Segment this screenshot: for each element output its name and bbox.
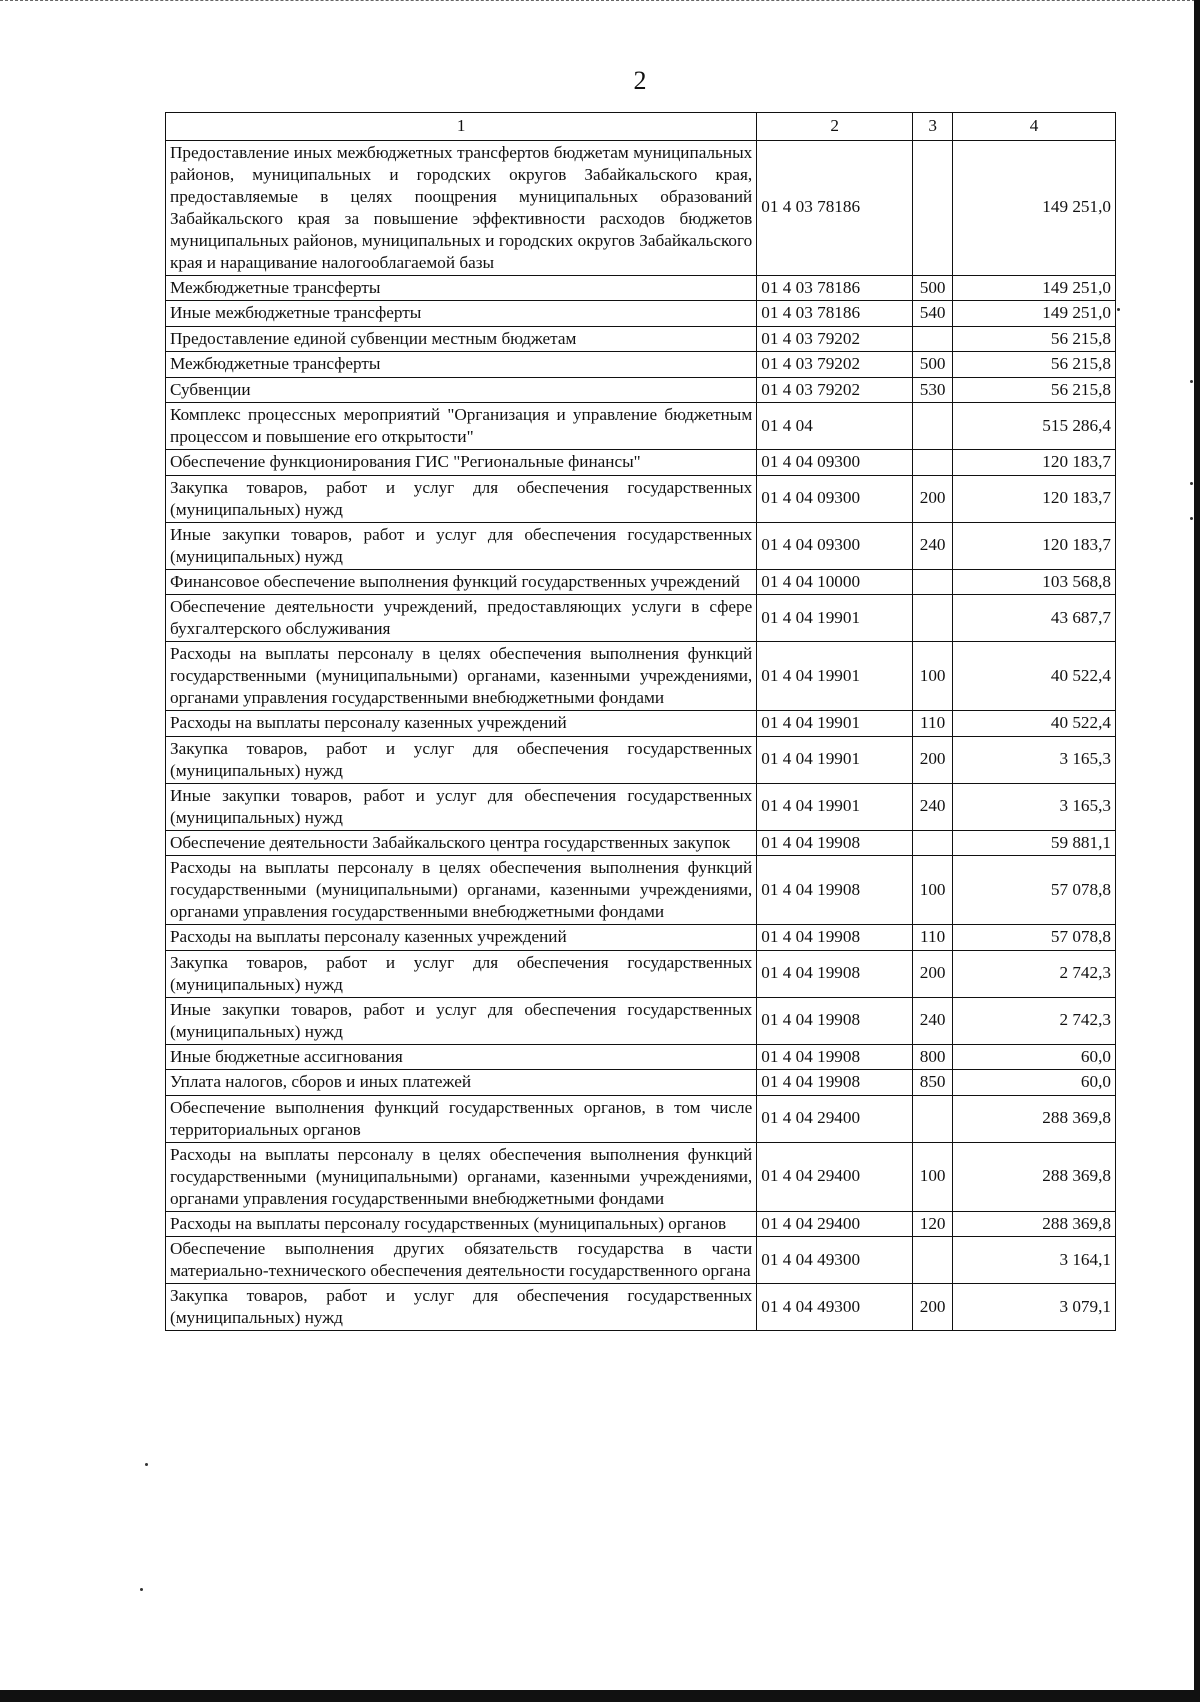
row-expense-type-cell: 200	[913, 1284, 953, 1331]
table-row	[166, 1095, 1116, 1142]
scan-speck	[1190, 380, 1193, 383]
row-expense-type-cell: 100	[913, 1142, 953, 1211]
row-expense-type-cell: 240	[913, 522, 953, 569]
row-amount-cell: 288 369,8	[953, 1211, 1116, 1237]
row-name-cell: Обеспечение выполнения функций государственных органов, в том числе территориальных органов	[166, 1095, 757, 1142]
row-code-cell: 01 4 04 19901	[757, 595, 913, 642]
table-row	[166, 856, 1116, 925]
row-name-cell: Иные межбюджетные трансферты	[166, 301, 757, 327]
row-name-cell: Расходы на выплаты персоналу государственных (муниципальных) органов	[166, 1211, 757, 1237]
row-expense-type-cell	[913, 830, 953, 856]
row-amount-cell: 120 183,7	[953, 522, 1116, 569]
row-code-cell: 01 4 03 79202	[757, 377, 913, 403]
row-expense-type-cell	[913, 569, 953, 595]
row-expense-type-cell	[913, 450, 953, 476]
row-amount-cell: 149 251,0	[953, 140, 1116, 275]
table-row	[166, 830, 1116, 856]
table-row	[166, 783, 1116, 830]
row-code-cell: 01 4 04 19908	[757, 856, 913, 925]
row-code-cell: 01 4 04 19901	[757, 783, 913, 830]
row-code-cell: 01 4 04 19908	[757, 997, 913, 1044]
row-amount-cell: 2 742,3	[953, 950, 1116, 997]
row-name-cell: Закупка товаров, работ и услуг для обеспечения государственных (муниципальных) нужд	[166, 950, 757, 997]
table-row	[166, 275, 1116, 301]
table-row	[166, 736, 1116, 783]
row-code-cell: 01 4 04 49300	[757, 1284, 913, 1331]
table-row	[166, 1284, 1116, 1331]
row-amount-cell: 120 183,7	[953, 475, 1116, 522]
row-code-cell: 01 4 04 29400	[757, 1211, 913, 1237]
row-code-cell: 01 4 04 10000	[757, 569, 913, 595]
table-row	[166, 377, 1116, 403]
column-header: 4	[953, 113, 1116, 141]
row-amount-cell: 3 165,3	[953, 783, 1116, 830]
row-amount-cell: 60,0	[953, 1070, 1116, 1096]
row-amount-cell: 149 251,0	[953, 301, 1116, 327]
row-name-cell: Предоставление единой субвенции местным бюджетам	[166, 326, 757, 352]
row-amount-cell: 2 742,3	[953, 997, 1116, 1044]
row-code-cell: 01 4 04 29400	[757, 1095, 913, 1142]
column-header: 3	[913, 113, 953, 141]
row-expense-type-cell: 240	[913, 783, 953, 830]
row-expense-type-cell	[913, 595, 953, 642]
row-name-cell: Иные бюджетные ассигнования	[166, 1044, 757, 1070]
table-row	[166, 950, 1116, 997]
table-row	[166, 301, 1116, 327]
table-row	[166, 522, 1116, 569]
row-name-cell: Иные закупки товаров, работ и услуг для обеспечения государственных (муниципальных) нужд	[166, 522, 757, 569]
budget-table	[165, 112, 1116, 1331]
table-row	[166, 403, 1116, 450]
row-expense-type-cell: 500	[913, 352, 953, 378]
row-expense-type-cell: 200	[913, 736, 953, 783]
scan-top-edge	[0, 0, 1200, 5]
row-expense-type-cell	[913, 1237, 953, 1284]
row-amount-cell: 56 215,8	[953, 352, 1116, 378]
row-expense-type-cell: 100	[913, 856, 953, 925]
row-name-cell: Закупка товаров, работ и услуг для обеспечения государственных (муниципальных) нужд	[166, 475, 757, 522]
row-expense-type-cell: 500	[913, 275, 953, 301]
row-expense-type-cell: 200	[913, 475, 953, 522]
table-row	[166, 1237, 1116, 1284]
scan-right-edge	[1194, 0, 1200, 1702]
row-expense-type-cell: 240	[913, 997, 953, 1044]
row-amount-cell: 56 215,8	[953, 326, 1116, 352]
row-name-cell: Финансовое обеспечение выполнения функций государственных учреждений	[166, 569, 757, 595]
row-name-cell: Обеспечение функционирования ГИС "Региональные финансы"	[166, 450, 757, 476]
row-amount-cell: 515 286,4	[953, 403, 1116, 450]
row-expense-type-cell	[913, 140, 953, 275]
table-row	[166, 595, 1116, 642]
row-code-cell: 01 4 04 09300	[757, 450, 913, 476]
row-amount-cell: 288 369,8	[953, 1095, 1116, 1142]
row-name-cell: Иные закупки товаров, работ и услуг для обеспечения государственных (муниципальных) нужд	[166, 997, 757, 1044]
row-expense-type-cell: 120	[913, 1211, 953, 1237]
row-name-cell: Расходы на выплаты персоналу в целях обеспечения выполнения функций государственными (муниципальными) органами, казенными учреждениями, органами управления государственными внебюджетными фондами	[166, 856, 757, 925]
table-row	[166, 1044, 1116, 1070]
row-code-cell: 01 4 04 19908	[757, 925, 913, 951]
row-expense-type-cell: 100	[913, 642, 953, 711]
row-amount-cell: 43 687,7	[953, 595, 1116, 642]
scan-speck	[1190, 482, 1193, 485]
row-expense-type-cell: 530	[913, 377, 953, 403]
table-body	[166, 140, 1116, 1331]
table-row	[166, 925, 1116, 951]
row-code-cell: 01 4 03 79202	[757, 352, 913, 378]
row-name-cell: Расходы на выплаты персоналу в целях обеспечения выполнения функций государственными (муниципальными) органами, казенными учреждениями, органами управления государственными внебюджетными фондами	[166, 642, 757, 711]
row-name-cell: Обеспечение деятельности Забайкальского центра государственных закупок	[166, 830, 757, 856]
row-amount-cell: 3 165,3	[953, 736, 1116, 783]
table-row	[166, 1211, 1116, 1237]
row-amount-cell: 60,0	[953, 1044, 1116, 1070]
row-code-cell: 01 4 04 19901	[757, 736, 913, 783]
row-amount-cell: 40 522,4	[953, 711, 1116, 737]
row-name-cell: Обеспечение выполнения других обязательств государства в части материально-технического обеспечения деятельности государственного органа	[166, 1237, 757, 1284]
row-code-cell: 01 4 04 19901	[757, 642, 913, 711]
row-amount-cell: 288 369,8	[953, 1142, 1116, 1211]
scan-speck	[1190, 517, 1193, 520]
row-code-cell: 01 4 03 78186	[757, 140, 913, 275]
scan-bottom-edge	[0, 1690, 1200, 1702]
row-expense-type-cell: 110	[913, 925, 953, 951]
row-expense-type-cell: 200	[913, 950, 953, 997]
row-amount-cell: 57 078,8	[953, 856, 1116, 925]
row-code-cell: 01 4 04 19908	[757, 1044, 913, 1070]
row-expense-type-cell	[913, 403, 953, 450]
row-expense-type-cell: 800	[913, 1044, 953, 1070]
row-expense-type-cell: 110	[913, 711, 953, 737]
table-row	[166, 450, 1116, 476]
table-row	[166, 642, 1116, 711]
row-code-cell: 01 4 04	[757, 403, 913, 450]
table-row	[166, 1142, 1116, 1211]
table-row	[166, 569, 1116, 595]
row-expense-type-cell	[913, 1095, 953, 1142]
row-code-cell: 01 4 04 09300	[757, 475, 913, 522]
row-name-cell: Обеспечение деятельности учреждений, предоставляющих услуги в сфере бухгалтерского обслуживания	[166, 595, 757, 642]
row-expense-type-cell: 540	[913, 301, 953, 327]
table-row	[166, 1070, 1116, 1096]
scan-speck	[1117, 308, 1120, 311]
table-header-row	[166, 113, 1116, 141]
row-amount-cell: 149 251,0	[953, 275, 1116, 301]
row-name-cell: Субвенции	[166, 377, 757, 403]
row-code-cell: 01 4 04 49300	[757, 1237, 913, 1284]
row-amount-cell: 57 078,8	[953, 925, 1116, 951]
row-name-cell: Предоставление иных межбюджетных трансфертов бюджетам муниципальных районов, муниципальных и городских округов Забайкальского края, предоставляемые в целях поощрения муниципальных образований Забайкальского края за повышение эффективности расходов бюджетов муниципальных районов, муниципальных и городских округов Забайкальского края и наращивание налогооблагаемой базы	[166, 140, 757, 275]
row-name-cell: Комплекс процессных мероприятий "Организация и управление бюджетным процессом и повышение его открытости"	[166, 403, 757, 450]
row-code-cell: 01 4 04 19908	[757, 830, 913, 856]
row-name-cell: Расходы на выплаты персоналу казенных учреждений	[166, 925, 757, 951]
row-code-cell: 01 4 04 19901	[757, 711, 913, 737]
row-name-cell: Уплата налогов, сборов и иных платежей	[166, 1070, 757, 1096]
row-code-cell: 01 4 04 29400	[757, 1142, 913, 1211]
row-amount-cell: 3 079,1	[953, 1284, 1116, 1331]
column-header: 2	[757, 113, 913, 141]
table-row	[166, 352, 1116, 378]
row-expense-type-cell	[913, 326, 953, 352]
row-name-cell: Расходы на выплаты персоналу казенных учреждений	[166, 711, 757, 737]
row-name-cell: Закупка товаров, работ и услуг для обеспечения государственных (муниципальных) нужд	[166, 1284, 757, 1331]
row-code-cell: 01 4 03 78186	[757, 275, 913, 301]
table-row	[166, 711, 1116, 737]
row-amount-cell: 56 215,8	[953, 377, 1116, 403]
row-name-cell: Иные закупки товаров, работ и услуг для обеспечения государственных (муниципальных) нужд	[166, 783, 757, 830]
page-number: 2	[633, 66, 647, 95]
table-row	[166, 326, 1116, 352]
row-name-cell: Закупка товаров, работ и услуг для обеспечения государственных (муниципальных) нужд	[166, 736, 757, 783]
table-row	[166, 140, 1116, 275]
row-name-cell: Межбюджетные трансферты	[166, 352, 757, 378]
scan-speck	[140, 1588, 143, 1591]
row-code-cell: 01 4 03 79202	[757, 326, 913, 352]
row-expense-type-cell: 850	[913, 1070, 953, 1096]
table-row	[166, 997, 1116, 1044]
row-code-cell: 01 4 03 78186	[757, 301, 913, 327]
row-amount-cell: 3 164,1	[953, 1237, 1116, 1284]
row-code-cell: 01 4 04 19908	[757, 950, 913, 997]
row-amount-cell: 103 568,8	[953, 569, 1116, 595]
row-amount-cell: 120 183,7	[953, 450, 1116, 476]
row-code-cell: 01 4 04 19908	[757, 1070, 913, 1096]
column-header: 1	[166, 113, 757, 141]
row-amount-cell: 59 881,1	[953, 830, 1116, 856]
table-row	[166, 475, 1116, 522]
row-name-cell: Расходы на выплаты персоналу в целях обеспечения выполнения функций государственными (муниципальными) органами, казенными учреждениями, органами управления государственными внебюджетными фондами	[166, 1142, 757, 1211]
row-code-cell: 01 4 04 09300	[757, 522, 913, 569]
scan-speck	[145, 1463, 148, 1466]
row-amount-cell: 40 522,4	[953, 642, 1116, 711]
row-name-cell: Межбюджетные трансферты	[166, 275, 757, 301]
